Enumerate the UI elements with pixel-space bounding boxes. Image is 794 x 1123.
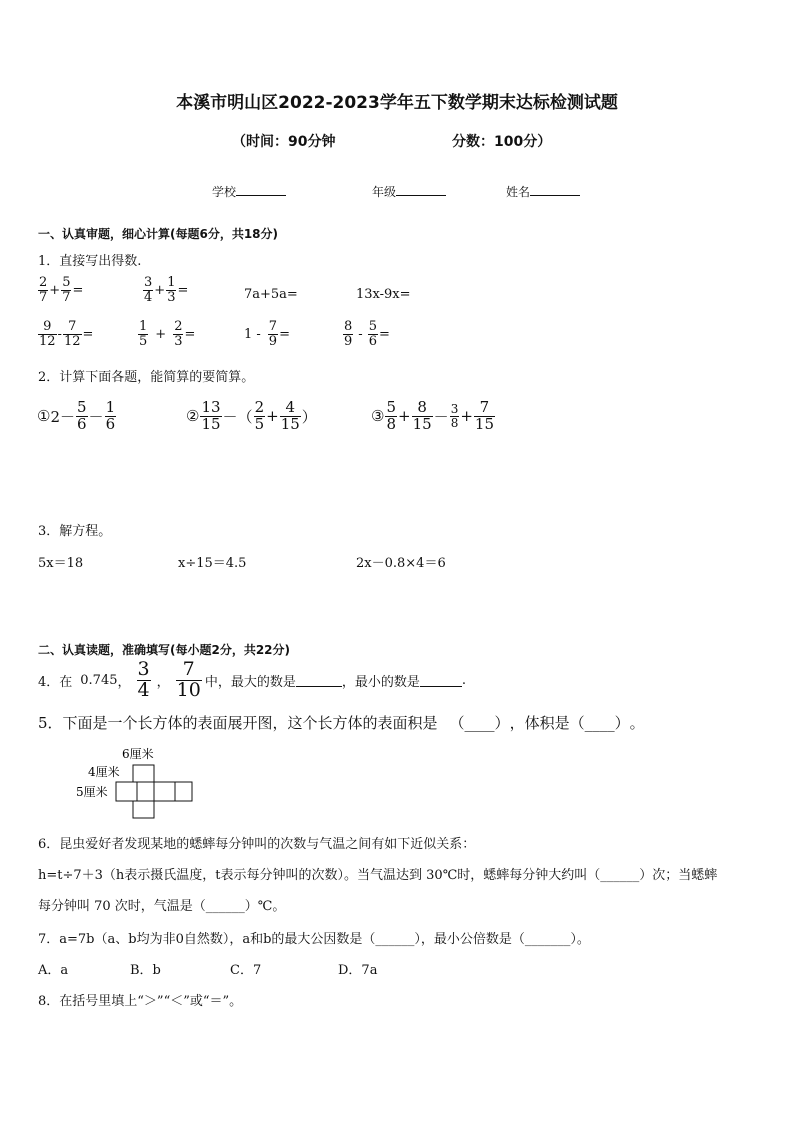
fraction bbox=[412, 400, 433, 433]
numerator: 3 bbox=[144, 275, 153, 290]
denominator: 10 bbox=[176, 678, 201, 701]
denominator: 8 bbox=[450, 415, 459, 430]
denominator: 15 bbox=[474, 414, 494, 433]
fraction bbox=[38, 320, 57, 348]
numerator: 3 bbox=[450, 402, 459, 417]
fraction bbox=[343, 320, 353, 348]
grade-blank[interactable] bbox=[396, 183, 446, 196]
denominator: 9 bbox=[344, 333, 353, 349]
school-field[interactable] bbox=[212, 183, 286, 200]
fraction bbox=[138, 320, 148, 348]
length-label: 6厘米 bbox=[122, 747, 154, 761]
denominator: 7 bbox=[62, 289, 71, 305]
numerator: 2 bbox=[39, 275, 48, 290]
q7-option-a[interactable]: A．a bbox=[38, 963, 69, 978]
name-label: 姓名 bbox=[506, 185, 531, 199]
name-field[interactable] bbox=[506, 183, 580, 200]
numerator: 5 bbox=[368, 319, 377, 334]
fraction bbox=[280, 400, 301, 433]
denominator: 8 bbox=[386, 414, 396, 433]
denominator: 5 bbox=[139, 333, 148, 349]
numerator: 2 bbox=[254, 398, 265, 416]
numerator: 13 bbox=[201, 398, 221, 416]
numerator: 7 bbox=[182, 658, 195, 680]
width-label: 4厘米 bbox=[88, 765, 120, 779]
q7-option-b[interactable]: B．b bbox=[130, 963, 161, 978]
q6-line3: 每分钟叫 70 次时，气温是（______）℃。 bbox=[38, 899, 286, 914]
numerator: 7 bbox=[479, 398, 490, 416]
numerator: 1 bbox=[167, 275, 176, 290]
q3-prompt: 3．解方程。 bbox=[38, 524, 112, 539]
fraction bbox=[61, 276, 71, 304]
q1-r2-d: $\frac{8}{9}$ - $\frac{5}{6}$ = bbox=[344, 319, 390, 349]
q1-r1-c: 7a+5a= bbox=[244, 287, 298, 302]
name-blank[interactable] bbox=[530, 183, 580, 196]
q2-prompt: 2．计算下面各题，能简算的要简算。 bbox=[38, 370, 255, 385]
numerator: 3 bbox=[137, 658, 150, 680]
q2-expr-1: ① 2－ $\frac{5}{6}$ － $\frac{1}{6}$ bbox=[37, 398, 116, 433]
grade-field[interactable] bbox=[372, 183, 446, 200]
fraction bbox=[166, 276, 176, 304]
denominator: 6 bbox=[105, 414, 116, 433]
q7-option-c[interactable]: C．7 bbox=[230, 963, 262, 978]
section2-heading: 二、认真读题，准确填写(每小题2分，共22分) bbox=[38, 643, 291, 657]
q7-option-d[interactable]: D．7a bbox=[338, 963, 378, 978]
denominator: 15 bbox=[201, 414, 221, 433]
numerator: 5 bbox=[62, 275, 71, 290]
q1-r2-b: $\frac{1}{5}$ + $\frac{2}{3}$ = bbox=[139, 319, 196, 349]
fraction bbox=[450, 403, 460, 429]
fraction bbox=[76, 400, 88, 433]
q8-text: 8．在括号里填上“＞”“＜”或“＝”。 bbox=[38, 994, 243, 1009]
q1-r1-b: $\frac{3}{4}$ + $\frac{1}{3}$ = bbox=[144, 275, 189, 305]
denominator: 6 bbox=[77, 414, 87, 433]
numerator: 8 bbox=[417, 398, 427, 416]
numerator: 1 bbox=[105, 398, 116, 416]
q4-answer-max[interactable] bbox=[296, 674, 342, 687]
school-blank[interactable] bbox=[236, 183, 286, 196]
fraction bbox=[254, 400, 266, 433]
q1-r1-a: $\frac{2}{7}$ + $\frac{5}{7}$ = bbox=[39, 275, 84, 305]
school-label: 学校 bbox=[212, 185, 237, 199]
fraction bbox=[368, 320, 378, 348]
denominator: 4 bbox=[137, 678, 150, 701]
q1-prompt: 1．直接写出得数. bbox=[38, 254, 142, 269]
numerator: 4 bbox=[285, 398, 295, 416]
denominator: 6 bbox=[368, 333, 377, 349]
q2-expr-3: ③ $\frac{5}{8}$ + $\frac{8}{15}$ － $\frac{3}{8}$ + $\frac{7}{15}$ bbox=[371, 398, 494, 433]
fraction bbox=[176, 660, 202, 701]
numerator: 7 bbox=[68, 319, 77, 334]
q7-text: 7．a=7b（a、b均为非0自然数），a和b的最大公因数是（______），最小公倍数是（_______）。 bbox=[38, 932, 590, 947]
fraction bbox=[173, 320, 183, 348]
denominator: 15 bbox=[412, 414, 432, 433]
denominator: 3 bbox=[174, 333, 183, 349]
q5-answer-area[interactable]: （____） bbox=[449, 714, 510, 732]
denominator: 12 bbox=[39, 333, 56, 349]
q5: 5．下面是一个长方体的表面展开图，这个长方体的表面积是 （____） ，体积是 （____） 。 bbox=[38, 714, 645, 732]
q4: 4．在 0.745 ， $\frac{3}{4}$ ， $\frac{7}{10}$ 中，最大的数是 ，最小的数是 . bbox=[38, 658, 466, 701]
cuboid-net-diagram bbox=[70, 742, 210, 822]
numerator: 1 bbox=[139, 319, 148, 334]
fraction bbox=[385, 400, 397, 433]
fraction bbox=[474, 400, 495, 433]
numerator: 5 bbox=[77, 398, 87, 416]
height-label: 5厘米 bbox=[76, 785, 108, 799]
section1-heading: 一、认真审题，细心计算(每题6分，共18分) bbox=[38, 227, 279, 241]
q4-answer-min[interactable] bbox=[420, 674, 462, 687]
denominator: 9 bbox=[268, 333, 278, 349]
q1-r2-c: 1 - $\frac{7}{9}$ = bbox=[244, 319, 290, 349]
numerator: 9 bbox=[43, 319, 52, 334]
q5-answer-volume[interactable]: （____） bbox=[569, 714, 630, 732]
exam-time: （时间：90分钟 bbox=[232, 134, 336, 150]
fraction bbox=[63, 320, 82, 348]
denominator: 12 bbox=[63, 333, 81, 349]
exam-score: 分数：100分） bbox=[452, 134, 552, 150]
q6-line1: 6．昆虫爱好者发现某地的蟋蟀每分钟叫的次数与气温之间有如下近似关系： bbox=[38, 837, 476, 852]
denominator: 7 bbox=[39, 289, 48, 305]
numerator: 5 bbox=[386, 398, 396, 416]
numerator: 2 bbox=[174, 319, 183, 334]
denominator: 15 bbox=[280, 414, 300, 433]
grade-label: 年级 bbox=[372, 185, 397, 199]
q3-eq-2: x÷15＝4.5 bbox=[178, 556, 247, 571]
q3-eq-3: 2x－0.8×4＝6 bbox=[356, 556, 446, 571]
q1-r1-d: 13x-9x= bbox=[356, 287, 411, 302]
fraction bbox=[105, 400, 117, 433]
q2-expr-2: ② $\frac{13}{15}$ －（ $\frac{2}{5}$ + $\frac{4}{15}$ ） bbox=[186, 398, 317, 433]
q1-r2-a: $\frac{9}{12}$ - $\frac{7}{12}$ = bbox=[39, 319, 94, 349]
numerator: 7 bbox=[268, 319, 278, 334]
fraction bbox=[137, 660, 151, 701]
denominator: 5 bbox=[254, 414, 265, 433]
denominator: 4 bbox=[144, 289, 153, 305]
page-title: 本溪市明山区2022-2023学年五下数学期末达标检测试题 bbox=[176, 93, 618, 113]
fraction bbox=[38, 276, 48, 304]
q3-eq-1: 5x＝18 bbox=[38, 556, 84, 571]
fraction bbox=[200, 400, 221, 433]
fraction bbox=[143, 276, 153, 304]
q6-line2: h=t÷7＋3（h表示摄氏温度，t表示每分钟叫的次数）。当气温达到 30℃时，蟋蟀每分钟大约叫（______）次；当蟋蟀 bbox=[38, 868, 718, 883]
numerator: 8 bbox=[344, 319, 353, 334]
denominator: 3 bbox=[167, 289, 176, 305]
fraction bbox=[268, 320, 278, 348]
